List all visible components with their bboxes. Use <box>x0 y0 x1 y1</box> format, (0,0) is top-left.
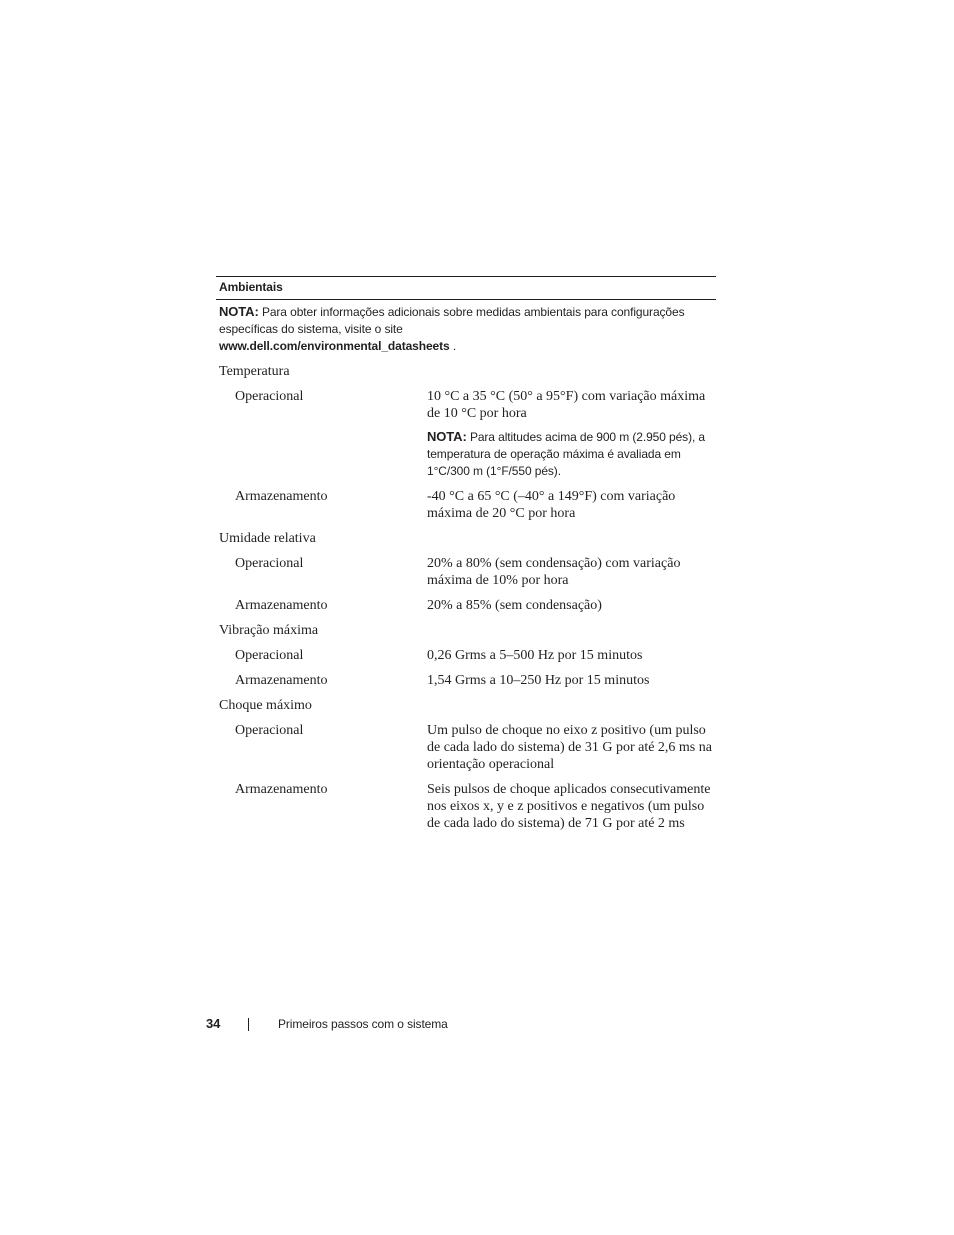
environmental-spec-table <box>216 276 716 832</box>
note-label: NOTA: <box>219 304 259 319</box>
row-label: Armazenamento <box>235 673 328 688</box>
row-value: Seis pulsos de choque aplicados consecutivamente nos eixos x, y e z positivos e negativos (um pulso de cada lado do sistema) de 71 G por até 2 ms <box>427 782 711 831</box>
row-vibration-operational <box>216 647 716 664</box>
row-value: 1,54 Grms a 10–250 Hz por 15 minutos <box>427 673 650 688</box>
row-value: Um pulso de choque no eixo z positivo (um pulso de cada lado do sistema) de 31 G por até 2,6 ms na orientação operacional <box>427 723 712 772</box>
temperature-note <box>427 428 712 480</box>
row-label: Armazenamento <box>235 489 328 504</box>
row-shock-operational <box>216 722 716 773</box>
row-value: 10 °C a 35 °C (50° a 95°F) com variação máxima de 10 °C por hora <box>427 389 706 421</box>
note-text: Para obter informações adicionais sobre medidas ambientais para configurações específicas do sistema, visite o site <box>219 305 685 336</box>
category-shock: Choque máximo <box>219 698 312 713</box>
row-value-cell <box>427 388 716 480</box>
note-label: NOTA: <box>427 429 467 444</box>
note-text: Para altitudes acima de 900 m (2.950 pés), a temperatura de operação máxima é avaliada em 1°C/300 m (1°F/550 pés). <box>427 430 706 478</box>
row-label: Operacional <box>235 723 304 738</box>
row-vibration-storage <box>216 672 716 689</box>
row-humidity-operational <box>216 555 716 589</box>
row-label: Operacional <box>235 648 304 663</box>
row-label: Operacional <box>235 389 304 404</box>
table-header: Ambientais <box>216 276 716 300</box>
category-temperature: Temperatura <box>219 364 290 379</box>
datasheet-link[interactable]: www.dell.com/environmental_datasheets <box>219 339 450 353</box>
page-footer <box>206 1016 606 1036</box>
row-value: -40 °C a 65 °C (–40° a 149°F) com variação máxima de 20 °C por hora <box>427 489 676 521</box>
footer-title: Primeiros passos com o sistema <box>278 1017 448 1031</box>
footer-divider <box>248 1018 249 1031</box>
category-vibration: Vibração máxima <box>219 623 319 638</box>
row-label: Armazenamento <box>235 782 328 797</box>
row-label: Armazenamento <box>235 598 328 613</box>
row-temperature-storage <box>216 488 716 522</box>
row-temperature-operational <box>216 388 716 480</box>
row-shock-storage <box>216 781 716 832</box>
note-suffix: . <box>452 339 457 353</box>
page-number: 34 <box>206 1016 221 1031</box>
row-value: 20% a 85% (sem condensação) <box>427 598 602 613</box>
row-label: Operacional <box>235 556 304 571</box>
row-humidity-storage <box>216 597 716 614</box>
row-value: 0,26 Grms a 5–500 Hz por 15 minutos <box>427 648 643 663</box>
row-value: 20% a 80% (sem condensação) com variação máxima de 10% por hora <box>427 556 681 588</box>
category-humidity: Umidade relativa <box>219 531 316 546</box>
environmental-note <box>216 300 716 355</box>
